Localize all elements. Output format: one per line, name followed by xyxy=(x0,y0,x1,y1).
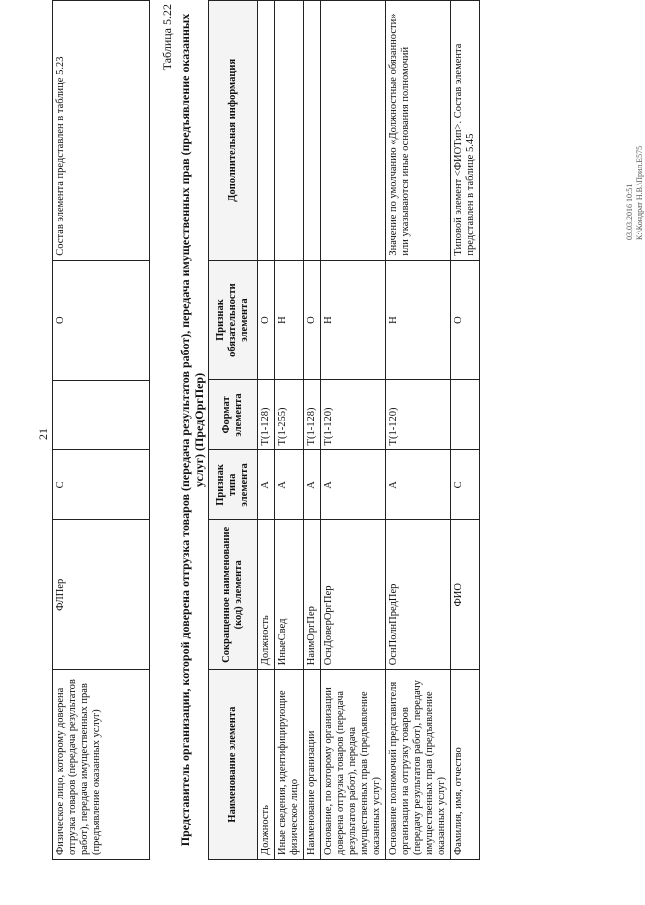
cell-obligation: О xyxy=(304,260,321,380)
cell-obligation: Н xyxy=(386,260,451,380)
cell-format xyxy=(451,380,480,450)
cell-type: А xyxy=(258,450,275,520)
cell-name: Наименование организации xyxy=(304,670,321,860)
cell-format: Т(1-255) xyxy=(275,380,304,450)
cell-obligation: О xyxy=(451,260,480,380)
header-type: Признак типа элемента xyxy=(209,450,258,520)
table-row xyxy=(275,1,304,860)
cell-type: А xyxy=(275,450,304,520)
cell-format: Т(1-128) xyxy=(258,380,275,450)
page-number: 21 xyxy=(36,428,50,440)
cell-name: Должность xyxy=(258,670,275,860)
footer-path: К:\Кондрат Н.В.\Прил.Е575 xyxy=(635,145,644,240)
cell-info xyxy=(304,1,321,261)
cell-info xyxy=(275,1,304,261)
cell-format xyxy=(53,380,150,450)
cell-code: Должность xyxy=(258,520,275,670)
header-code: Сокращенное наименование (код) элемента xyxy=(209,520,258,670)
main-table xyxy=(208,0,480,860)
rotated-page xyxy=(30,0,644,860)
table-row xyxy=(258,1,275,860)
footer-date: 03.03.2016 10:51 xyxy=(625,183,634,240)
cell-type: А xyxy=(321,450,386,520)
cell-format: Т(1-128) xyxy=(304,380,321,450)
cell-info: Состав элемента представлен в таблице 5.23 xyxy=(53,1,150,261)
cell-info: Значение по умолчанию «Должностные обязанности» или указываются иные основания полномочий xyxy=(386,1,451,261)
table-row xyxy=(321,1,386,860)
cell-type: С xyxy=(53,450,150,520)
cell-info: Типовой элемент <ФИОТип>. Состав элемента представлен в таблице 5.45 xyxy=(451,1,480,261)
cell-info xyxy=(258,1,275,261)
cell-obligation: О xyxy=(258,260,275,380)
top-table xyxy=(52,0,150,860)
cell-name: Физическое лицо, которому доверена отгрузка товаров (передача результатов работ), передача имущественных прав (предъявление оказанных услуг) xyxy=(53,670,150,860)
cell-format: Т(1-120) xyxy=(386,380,451,450)
cell-type: А xyxy=(304,450,321,520)
cell-obligation: Н xyxy=(321,260,386,380)
table-row xyxy=(386,1,451,860)
cell-obligation: О xyxy=(53,260,150,380)
table-row xyxy=(451,1,480,860)
cell-name: Основание, по которому организации доверена отгрузка товаров (передача результатов работ), передача имущественных прав (предъявление оказанных услуг) xyxy=(321,670,386,860)
cell-type: С xyxy=(451,450,480,520)
header-obligation: Признак обязательности элемента xyxy=(209,260,258,380)
header-info: Дополнительная информация xyxy=(209,1,258,261)
cell-name: Фамилия, имя, отчество xyxy=(451,670,480,860)
cell-obligation: Н xyxy=(275,260,304,380)
cell-name: Основание полномочий представителя организации на отгрузку товаров (передачу результатов работ), передачу имущественных прав (предъявление оказанных услуг) xyxy=(386,670,451,860)
cell-code: НаимОргПер xyxy=(304,520,321,670)
cell-code: ФЛПер xyxy=(53,520,150,670)
cell-code: ОснДоверОргПер xyxy=(321,520,386,670)
table-row xyxy=(304,1,321,860)
header-format: Формат элемента xyxy=(209,380,258,450)
table-number: Таблица 5.22 xyxy=(160,4,174,71)
cell-code: ОснПолнПредПер xyxy=(386,520,451,670)
cell-code: ИныеСвед xyxy=(275,520,304,670)
footer-stamp xyxy=(625,146,645,240)
cell-type: А xyxy=(386,450,451,520)
table-row xyxy=(53,1,150,860)
cell-format: Т(1-120) xyxy=(321,380,386,450)
header-row xyxy=(209,1,258,860)
cell-info xyxy=(321,1,386,261)
header-name: Наименование элемента xyxy=(209,670,258,860)
table-title: Представитель организации, которой доверена отгрузка товаров (передача результатов работ), передача имущественных прав (предъявление оказанных услуг) (ПредОргПер) xyxy=(178,13,206,847)
cell-code: ФИО xyxy=(451,520,480,670)
cell-name: Иные сведения, идентифицирующие физическое лицо xyxy=(275,670,304,860)
